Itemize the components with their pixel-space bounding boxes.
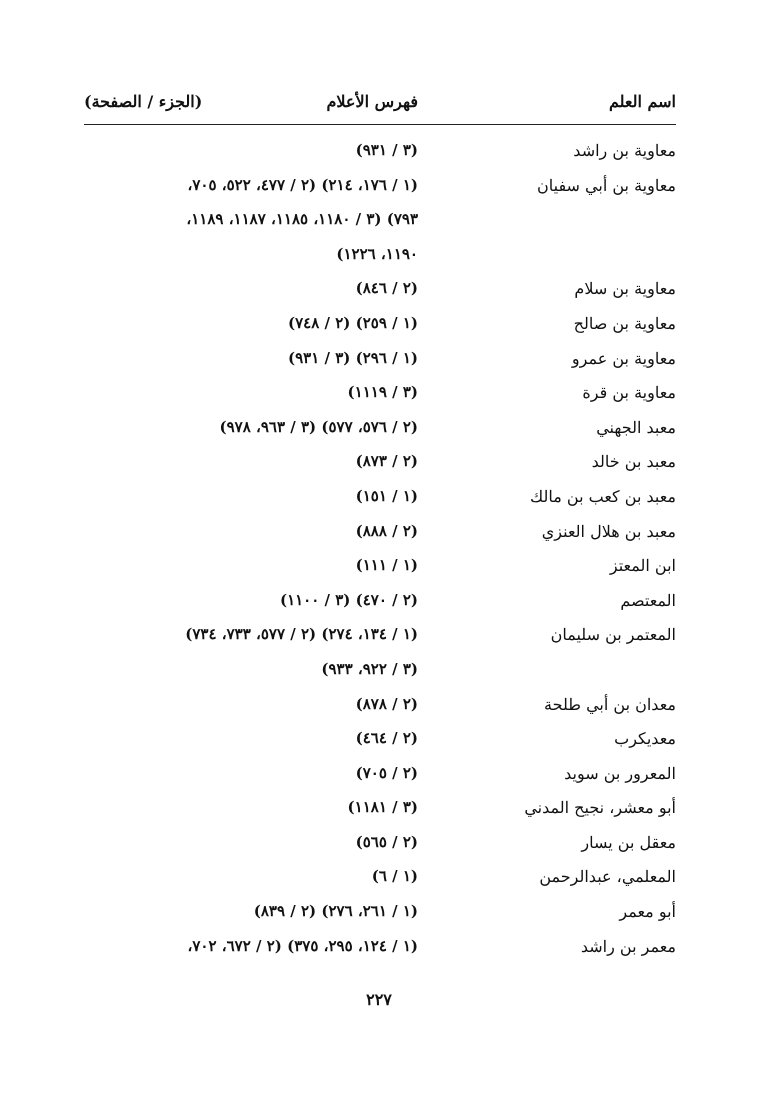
entry-name: معاوية بن سلام [574, 279, 676, 299]
entry-references: (٢ / ٨٨٨) [355, 521, 418, 540]
entry-name: معدان بن أبي طلحة [544, 694, 676, 714]
entry-references: (١ / ١٧٦، ٢١٤) (٢ / ٤٧٧، ٥٢٢، ٧٠٥، [187, 175, 418, 194]
index-entry [84, 171, 676, 206]
index-entry [84, 586, 676, 621]
index-entry [84, 793, 676, 828]
entry-references: (١ / ٢٩٦) (٣ / ٩٣١) [288, 348, 418, 367]
entry-references: (٣ / ٩٣١) [355, 141, 418, 159]
index-entry [84, 862, 676, 897]
entry-references: (١ / ٢٦١، ٢٧٦) (٢ / ٨٣٩) [253, 902, 418, 921]
entry-references: (١ / ١٢٤، ٢٩٥، ٣٧٥) (٢ / ٦٧٢، ٧٠٢، [187, 936, 418, 955]
entry-references: (٣ / ١١٨١) [347, 798, 418, 817]
entry-name: المعتصم [620, 590, 676, 610]
entry-references: ١١٩٠، ١٢٢٦) [336, 244, 418, 263]
index-entries [84, 136, 676, 966]
entry-references: (٢ / ٥٦٥) [355, 832, 418, 851]
entry-name: ابن المعتز [609, 556, 676, 576]
index-entry [84, 309, 676, 344]
entry-references: (٣ / ١١١٩) [347, 383, 418, 402]
index-entry [84, 759, 676, 794]
entry-name: المعرور بن سويد [564, 763, 676, 783]
index-entry [84, 274, 676, 309]
entry-name: معديكرب [614, 729, 676, 749]
index-entry [84, 378, 676, 413]
index-entry [84, 447, 676, 482]
entry-name: معاوية بن صالح [573, 313, 676, 333]
entry-references: (١ / ١٥١) [355, 486, 418, 505]
entry-name: معاوية بن راشد [573, 141, 676, 160]
index-entry [84, 413, 676, 448]
index-entry [84, 136, 676, 171]
index-entry [84, 517, 676, 552]
entry-references: (١ / ١٣٤، ٢٧٤) (٢ / ٥٧٧، ٧٣٣، ٧٣٤) [185, 625, 418, 644]
page-number: ٢٢٧ [366, 990, 392, 1009]
entry-name: معمر بن راشد [580, 936, 676, 956]
entry-references: (٢ / ٤٧٠) (٣ / ١١٠٠) [279, 590, 418, 609]
entry-references: ٧٩٣) (٣ / ١١٨٠، ١١٨٥، ١١٨٧، ١١٨٩، [186, 210, 418, 229]
index-entry [84, 724, 676, 759]
entry-references: (٢ / ٨٧٣) [355, 452, 418, 471]
entry-name: أبو معشر، نجيح المدني [524, 798, 676, 818]
entry-name: المعلمي، عبدالرحمن [539, 867, 676, 887]
entry-name: معاوية بن عمرو [571, 348, 676, 368]
entry-references: (٢ / ٤٦٤) [355, 729, 418, 748]
index-entry [84, 240, 676, 275]
entry-references: (٣ / ٩٢٢، ٩٣٣) [321, 659, 418, 678]
entry-name: معبد بن هلال العنزي [541, 521, 676, 541]
index-entry [84, 690, 676, 725]
entry-name: معقل بن يسار [581, 832, 676, 852]
column-header-reference: (الجزء / الصفحة) [84, 92, 203, 111]
index-entry [84, 482, 676, 517]
index-entry [84, 655, 676, 690]
entry-name: معبد بن خالد [591, 452, 676, 472]
entry-references: (٢ / ٥٧٦، ٥٧٧) (٣ / ٩٦٣، ٩٧٨) [219, 417, 418, 436]
index-entry [84, 897, 676, 932]
column-header-name: اسم العلم [608, 92, 676, 111]
entry-name: معبد الجهني [596, 417, 676, 437]
entry-references: (١ / ٢٥٩) (٢ / ٧٤٨) [288, 313, 418, 332]
entry-name: المعتمر بن سليمان [550, 625, 676, 645]
index-entry [84, 828, 676, 863]
entry-name: أبو معمر [619, 902, 676, 922]
page-title: فهرس الأعلام [326, 92, 418, 111]
entry-references: (١ / ٦) [371, 867, 418, 886]
index-entry [84, 551, 676, 586]
entry-references: (٢ / ٨٤٦) [355, 279, 418, 298]
index-entry [84, 205, 676, 240]
index-entry [84, 344, 676, 379]
entry-references: (١ / ١١١) [355, 556, 418, 575]
entry-references: (٢ / ٧٠٥) [355, 763, 418, 782]
entry-name: معاوية بن أبي سفيان [537, 175, 676, 195]
entry-references: (٢ / ٨٧٨) [355, 694, 418, 713]
entry-name: معبد بن كعب بن مالك [530, 486, 676, 506]
index-entry [84, 620, 676, 655]
entry-name: معاوية بن قرة [582, 383, 676, 403]
index-header [84, 88, 676, 122]
header-divider [84, 124, 676, 125]
index-entry [84, 932, 676, 967]
